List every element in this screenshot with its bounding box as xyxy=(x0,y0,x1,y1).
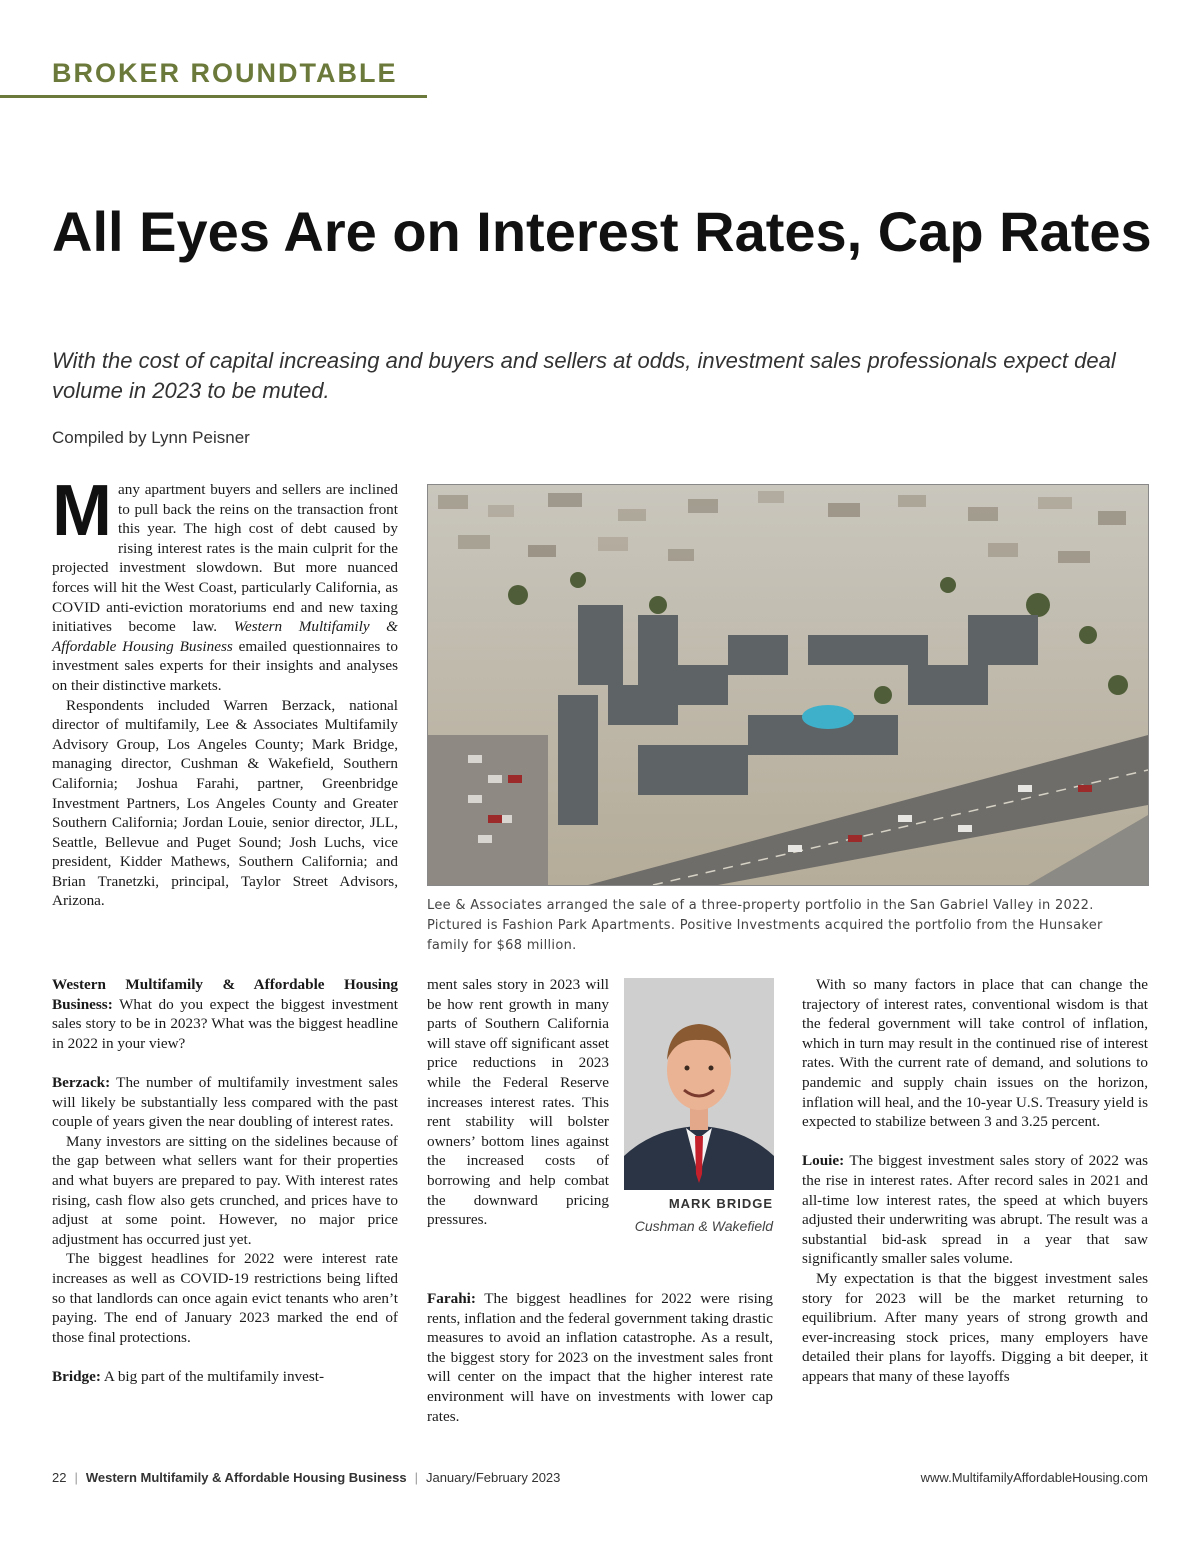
berzack-paragraph-2: Many investors are sitting on the sidelines because of the gap between what sellers want for their properties and what buyers are prepared to pay. With interest rates rising, cash flow also gets crunched, and prices have to adjust at some point. However, no major price adjustment has occurred just yet. xyxy=(52,1132,398,1248)
article-deck: With the cost of capital increasing and buyers and sellers at odds, investment sales professionals expect deal volume in 2023 to be muted. xyxy=(52,348,1116,403)
bridge-label: Bridge: xyxy=(52,1367,101,1385)
footer-divider: | xyxy=(414,1470,418,1485)
louie-label: Louie: xyxy=(802,1152,845,1170)
drop-cap: M xyxy=(52,471,112,551)
berzack-text-1: The number of multifamily investment sales will likely be substantially less compared with the past couple of years given the near doubling of interest rates. xyxy=(52,1073,398,1131)
farahi-paragraph-continued: With so many factors in place that can change the trajectory of interest rates, conventional wisdom is that the federal government will take control of inflation, which in turn may result in the continued rise of interest rates. With the current rate of demand, and solutions to pandemic and supply chain issues on the horizon, inflation will heal, and the 10-year U.S. Treasury yield is expected to stabilize between 3 and 3.25 percent. xyxy=(802,976,1148,1131)
magazine-name: Western Multifamily & Affordable Housing Business xyxy=(85,1470,407,1485)
column-2-bottom xyxy=(427,1289,773,1426)
bridge-text-a: A big part of the multifamily invest- xyxy=(100,1367,325,1385)
farahi-text: The biggest headlines for 2022 were rising rents, inflation and the federal government taking drastic measures to avoid an inflation catastrophe. As a result, the biggest story for 2023 on the investment sales front will center on the impact that the higher interest rate environment will have on investments with lower cap rates. xyxy=(427,1290,773,1425)
farahi-label: Farahi: xyxy=(427,1290,476,1307)
berzack-paragraph-1 xyxy=(52,1073,398,1132)
berzack-label: Berzack: xyxy=(52,1073,111,1091)
photo-caption: Lee & Associates arranged the sale of a three-property portfolio in the San Gabriel Valley in 2022. Pictured is Fashion Park Apartments. Positive Investments acquired the portfolio from the Hunsaker family for $68 million. xyxy=(427,898,1103,953)
column-3 xyxy=(802,975,1148,1386)
aerial-photo xyxy=(427,484,1149,886)
portrait-name: MARK BRIDGE xyxy=(668,1196,773,1211)
bridge-paragraph-continued: ment sales story in 2023 will be how rent growth in many parts of Southern California will stave off significant asset price reductions in 2023 while the Federal Reserve increases interest rates. This rent stability will bolster owners’ bottom lines against the increased costs of borrowing and help combat the downward pricing pressures. xyxy=(427,976,609,1229)
intro-paragraph-2: Respondents included Warren Berzack, national director of multifamily, Lee & Associates Multifamily Advisory Group, Los Angeles County; Mark Bridge, managing director, Cushman & Wakefield, Southern California; Joshua Farahi, partner, Greenbridge Investment Partners, Los Angeles County and Greater Southern California; Jordan Louie, senior director, JLL, Seattle, Bellevue and Puget Sound; Josh Luchs, vice president, Kidder Mathews, Southern California; and Brian Tranetzki, principal, Taylor Street Advisors, Arizona. xyxy=(52,696,398,910)
louie-paragraph-1 xyxy=(802,1151,1148,1269)
footer-divider: | xyxy=(74,1470,78,1485)
question-text: What do you expect the biggest investment sales story to be in 2023? What was the biggest headline in 2022 in your view? xyxy=(52,995,398,1052)
aerial-photo-illustration xyxy=(428,485,1148,885)
page-number: 22 xyxy=(52,1470,67,1485)
intro-text-b: emailed questionnaires to investment sales experts for their insights and analyses on their distinctive markets. xyxy=(52,637,398,694)
page-title: All Eyes Are on Interest Rates, Cap Rates xyxy=(52,200,1152,263)
farahi-paragraph xyxy=(427,1289,773,1426)
footer-url[interactable]: www.MultifamilyAffordableHousing.com xyxy=(920,1470,1148,1485)
question-label: Western Multifamily & Affordable Housing Business: xyxy=(52,976,398,1013)
publication-name: Western Multifamily & Affordable Housing Business xyxy=(52,618,399,655)
issue-date: January/February 2023 xyxy=(425,1470,561,1485)
louie-text-1: The biggest investment sales story of 2022 was the rise in interest rates. After record sales in 2021 and all-time low interest rates, the speed at which buyers adjusted their underwriting was abrupt. The result was a substantial bid-ask spread in a year that saw significantly smaller sales volume. xyxy=(802,1152,1148,1268)
column-1 xyxy=(52,975,398,1386)
section-rule xyxy=(0,95,427,98)
intro-text-a: any apartment buyers and sellers are inclined to pull back the reins on the transaction front this year. The high cost of debt caused by rising interest rates is the main culprit for the projected investment slowdown. But more nuanced forces will hit the West Coast, particularly California, as COVID anti-eviction moratoriums end and new taxing initiatives become law. xyxy=(52,481,398,636)
portrait-photo xyxy=(624,978,774,1190)
portrait-company: Cushman & Wakefield xyxy=(634,1218,773,1234)
bridge-paragraph-start xyxy=(52,1367,398,1387)
section-label: BROKER ROUNDTABLE xyxy=(52,58,398,88)
column-2-top xyxy=(427,975,609,1230)
byline: Compiled by Lynn Peisner xyxy=(52,428,250,447)
footer-left xyxy=(52,1470,560,1485)
portrait-illustration xyxy=(624,978,774,1190)
question-paragraph xyxy=(52,975,398,1053)
louie-paragraph-2: My expectation is that the biggest investment sales story for 2023 will be the market returning to equilibrium. After many years of strong growth and ever-increasing stock prices, many employers have detailed their plans for layoffs. Digging a bit deeper, it appears that many of these layoffs xyxy=(802,1269,1148,1385)
berzack-paragraph-3: The biggest headlines for 2022 were interest rate increases as well as COVID-19 restrictions being lifted so that landlords can once again evict tenants who aren’t paying. The end of January 2023 marked the end of those final protections. xyxy=(52,1250,398,1346)
intro-column xyxy=(52,471,399,911)
